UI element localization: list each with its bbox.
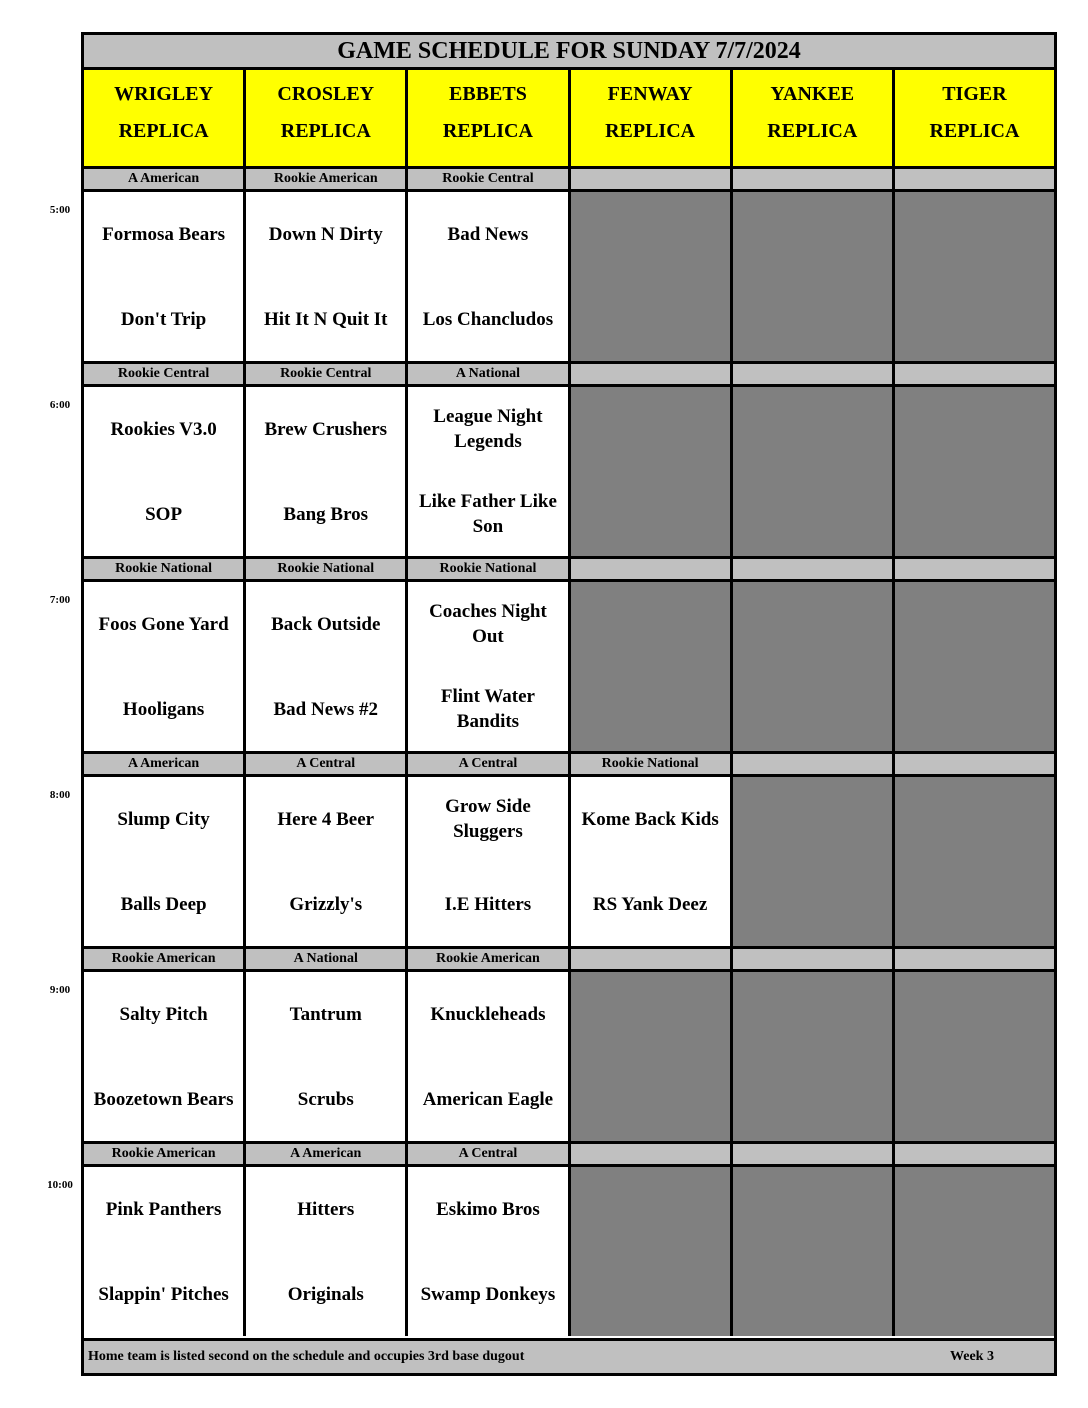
schedule-footer [84,1338,1054,1373]
game-row [84,192,1054,361]
time-label: 6:00 [49,399,71,411]
field-name: YANKEE [770,83,855,105]
division-row [84,1141,1054,1167]
visiting-team: Slump City [117,808,210,830]
game-row [84,777,1054,946]
game-cell [246,972,408,1141]
division-row [84,361,1054,387]
game-row [84,972,1054,1141]
visiting-team: Brew Crushers [264,418,388,440]
visiting-team: League Night Legends [433,406,543,452]
unused-field-cell [733,777,895,946]
field-sub: REPLICA [605,120,696,142]
game-cell [408,777,570,946]
home-team: American Eagle [422,1088,554,1110]
unused-field-cell [733,582,895,751]
division-label: A American [84,754,246,774]
time-label: 9:00 [49,984,71,996]
division-label [733,559,895,579]
unused-field-cell [733,387,895,556]
visiting-team: Tantrum [289,1003,362,1025]
division-label: Rookie Central [246,364,408,384]
division-label [895,949,1054,969]
game-cell [246,777,408,946]
game-cell [84,1167,246,1336]
field-name: WRIGLEY [114,83,214,105]
home-team: Bang Bros [283,503,369,525]
division-label: Rookie American [408,949,570,969]
unused-field-cell [733,1167,895,1336]
unused-field-cell [571,972,733,1141]
game-cell [84,387,246,556]
game-cell [571,777,733,946]
field-name: TIGER [942,83,1007,105]
home-team: Originals [287,1283,364,1305]
unused-field-cell [895,387,1054,556]
home-team: Like Father Like Son [418,491,557,537]
division-label [733,1144,895,1164]
home-team: Balls Deep [120,893,207,915]
unused-field-cell [895,1167,1054,1336]
home-team-note: Home team is listed second on the schedule and occupies 3rd base dugout [88,1349,525,1364]
division-label [733,364,895,384]
division-row [84,556,1054,582]
unused-field-cell [895,777,1054,946]
time-slot [84,1141,1054,1336]
visiting-team: Eskimo Bros [436,1198,540,1220]
unused-field-cell [733,192,895,361]
field-sub: REPLICA [929,120,1020,142]
division-label: A National [408,364,570,384]
visiting-team: Hitters [297,1198,355,1220]
division-label: Rookie American [84,1144,246,1164]
division-label: Rookie American [246,169,408,189]
unused-field-cell [571,582,733,751]
schedule-title: GAME SCHEDULE FOR SUNDAY 7/7/2024 [84,35,1054,70]
game-cell [246,387,408,556]
home-team: Scrubs [297,1088,354,1110]
division-label: Rookie National [246,559,408,579]
time-label: 8:00 [49,789,71,801]
game-cell [246,192,408,361]
division-label [895,364,1054,384]
unused-field-cell [733,972,895,1141]
home-team: SOP [145,503,183,525]
division-row [84,946,1054,972]
unused-field-cell [895,192,1054,361]
game-cell [408,192,570,361]
field-sub: REPLICA [280,120,371,142]
home-team: Flint Water Bandits [440,686,535,732]
division-label [895,754,1054,774]
game-cell [408,582,570,751]
time-slot [84,556,1054,751]
visiting-team: Back Outside [271,613,381,635]
time-slot [84,361,1054,556]
home-team: Bad News #2 [273,698,379,720]
visiting-team: Here 4 Beer [277,808,375,830]
home-team: Swamp Donkeys [420,1283,556,1305]
division-label: A American [84,169,246,189]
division-label [895,559,1054,579]
division-label: A Central [408,754,570,774]
division-label: Rookie American [84,949,246,969]
home-team: Don't Trip [120,308,207,330]
visiting-team: Rookies V3.0 [110,418,217,440]
unused-field-cell [895,972,1054,1141]
game-cell [84,972,246,1141]
home-team: Slappin' Pitches [98,1283,229,1305]
game-cell [84,582,246,751]
unused-field-cell [571,192,733,361]
home-team: Los Chancludos [422,308,554,330]
unused-field-cell [571,387,733,556]
game-cell [408,387,570,556]
division-label [895,1144,1054,1164]
time-slot [84,946,1054,1141]
division-row [84,751,1054,777]
division-label: A Central [408,1144,570,1164]
visiting-team: Formosa Bears [102,223,226,245]
home-team: Grizzly's [289,893,363,915]
time-label: 5:00 [49,204,71,216]
division-label [733,949,895,969]
field-name: CROSLEY [277,83,375,105]
field-name: EBBETS [449,83,527,105]
division-label [571,364,733,384]
division-label: Rookie National [571,754,733,774]
division-label: Rookie Central [408,169,570,189]
division-label [733,754,895,774]
division-label: A National [246,949,408,969]
field-name: FENWAY [607,83,693,105]
home-team: RS Yank Deez [592,893,708,915]
field-sub: REPLICA [767,120,858,142]
visiting-team: Pink Panthers [105,1198,222,1220]
visiting-team: Bad News [447,223,529,245]
time-slot [84,751,1054,946]
visiting-team: Coaches Night Out [429,601,547,647]
time-slot [84,166,1054,361]
division-label [571,559,733,579]
field-sub: REPLICA [118,120,209,142]
game-cell [84,777,246,946]
game-row [84,387,1054,556]
schedule-sheet [81,32,1057,1376]
division-label [895,169,1054,189]
field-sub: REPLICA [442,120,533,142]
time-label: 10:00 [47,1179,73,1191]
home-team: Hooligans [122,698,205,720]
game-cell [246,1167,408,1336]
game-cell [246,582,408,751]
division-label [571,949,733,969]
game-row [84,1167,1054,1336]
home-team: Hit It N Quit It [264,308,388,330]
visiting-team: Grow Side Sluggers [445,796,531,842]
division-label: A Central [246,754,408,774]
game-cell [408,1167,570,1336]
visiting-team: Salty Pitch [119,1003,208,1025]
visiting-team: Foos Gone Yard [98,613,229,635]
unused-field-cell [895,582,1054,751]
division-row [84,166,1054,192]
division-label: Rookie National [84,559,246,579]
division-label [571,169,733,189]
week-label: Week 3 [950,1349,994,1364]
visiting-team: Knuckleheads [430,1003,546,1025]
division-label: A American [246,1144,408,1164]
time-label: 7:00 [49,594,71,606]
game-cell [408,972,570,1141]
division-label [571,1144,733,1164]
division-label: Rookie Central [84,364,246,384]
game-row [84,582,1054,751]
visiting-team: Down N Dirty [268,223,383,245]
game-cell [84,192,246,361]
division-label: Rookie National [408,559,570,579]
home-team: I.E Hitters [444,893,532,915]
visiting-team: Kome Back Kids [581,808,719,830]
division-label [733,169,895,189]
unused-field-cell [571,1167,733,1336]
home-team: Boozetown Bears [93,1088,234,1110]
